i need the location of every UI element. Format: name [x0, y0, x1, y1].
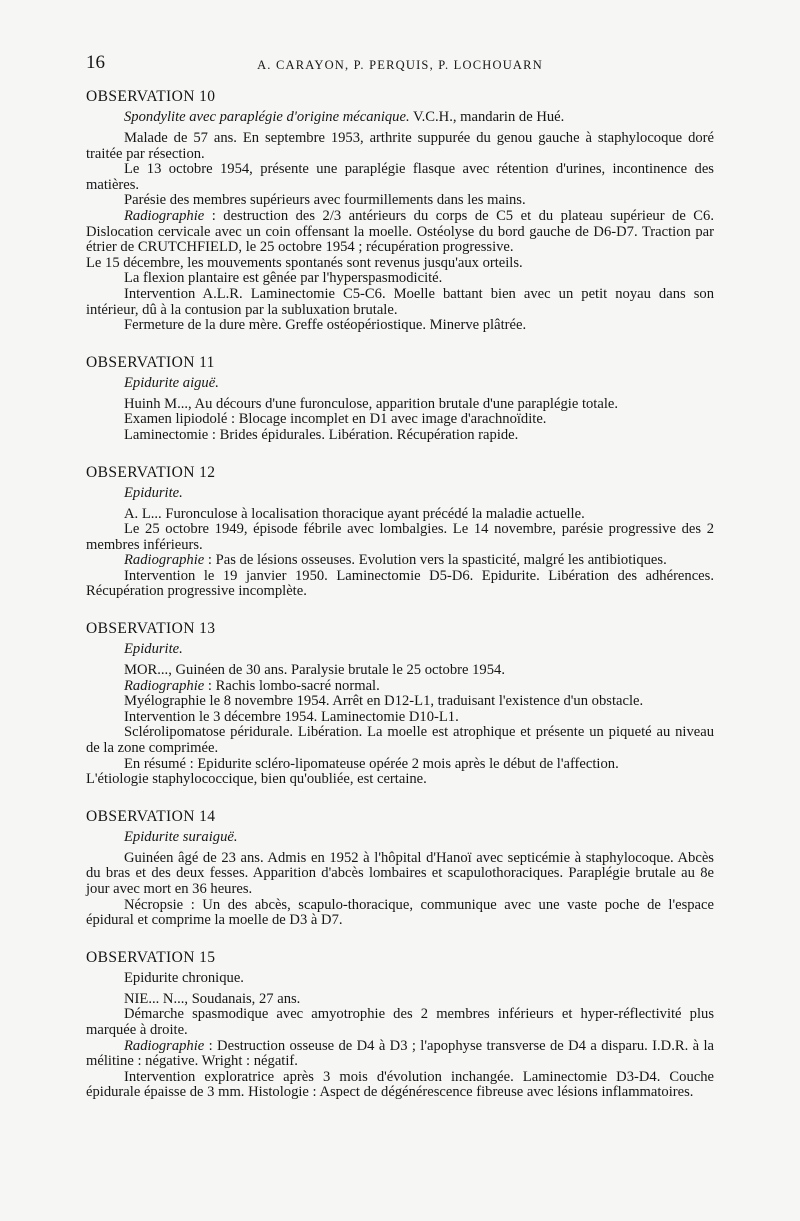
paragraph: NIE... N..., Soudanais, 27 ans.: [124, 990, 301, 1007]
paragraph: Fermeture de la dure mère. Greffe ostéopériostique. Minerve plâtrée.: [124, 317, 527, 334]
observation-heading: OBSERVATION 13: [86, 620, 216, 638]
paragraph: Le 25 octobre 1949, épisode fébrile avec lombalgies. Le 14 novembre, parésie progressive des 2 membres inférieurs.: [86, 521, 714, 553]
page-header: [86, 52, 714, 78]
paragraph: Le 13 octobre 1954, présente une paraplégie flasque avec rétention d'urines, incontinence des matières.: [86, 161, 714, 193]
paragraph: En résumé : Epidurite scléro-lipomateuse opérée 2 mois après le début de l'affection.: [124, 755, 619, 772]
observation-15: [86, 949, 714, 1101]
observation-title-rest: V.C.H., mandarin de Hué.: [409, 109, 565, 125]
observation-13: [86, 620, 714, 788]
paragraph: Myélographie le 8 novembre 1954. Arrêt en D12-L1, traduisant l'existence d'un obstacle.: [124, 693, 644, 710]
paragraph: Le 15 décembre, les mouvements spontanés sont revenus jusqu'aux orteils.: [86, 254, 523, 271]
paragraph: Huinh M..., Au décours d'une furonculose, apparition brutale d'une paraplégie totale.: [124, 395, 619, 412]
paragraph: Malade de 57 ans. En septembre 1953, arthrite suppurée du genou gauche à staphylocoque doré traitée par résection.: [86, 130, 714, 162]
observation-11: [86, 354, 714, 444]
observation-title: Epidurite aiguë.: [124, 374, 219, 391]
paragraph: Parésie des membres supérieurs avec fourmillements dans les mains.: [124, 192, 526, 209]
paragraph: Radiographie : Rachis lombo-sacré normal.: [124, 677, 380, 694]
observation-title-italic: Spondylite avec paraplégie d'origine mécanique.: [124, 109, 410, 125]
paragraph: La flexion plantaire est gênée par l'hyperspasmodicité.: [124, 270, 443, 287]
paragraph: Examen lipiodolé : Blocage incomplet en D1 avec image d'arachnoïdite.: [124, 411, 547, 428]
running-head: A. CARAYON, P. PERQUIS, P. LOCHOUARN: [257, 58, 543, 72]
observation-12: [86, 464, 714, 601]
paragraph: Sclérolipomatose péridurale. Libération. La moelle est atrophique et présente un piqueté au niveau de la zone comprimée.: [86, 724, 714, 757]
observation-title: Epidurite chronique.: [124, 969, 244, 986]
page-number: 16: [86, 52, 105, 73]
observation-title: Epidurite.: [124, 484, 183, 501]
paragraph: MOR..., Guinéen de 30 ans. Paralysie brutale le 25 octobre 1954.: [124, 662, 505, 679]
observation-10: [86, 88, 714, 334]
observation-heading: OBSERVATION 10: [86, 88, 216, 105]
paragraph: Radiographie : Pas de lésions osseuses. Evolution vers la spasticité, malgré les antibiotiques.: [124, 552, 667, 569]
paragraph: Radiographie : destruction des 2/3 antérieurs du corps de C5 et du plateau supérieur de C6. Dislocation cervicale avec un coin offensant la moelle. Ostéolyse du bord gauche de D6-D7. Traction par étrier de CRUTCHFIELD, le 25 octobre 1954 ; récupération progressive.: [86, 207, 714, 256]
paragraph: Radiographie : Destruction osseuse de D4 à D3 ; l'apophyse transverse de D4 a disparu. I.D.R. à la mélitine : négative. Wright : négatif.: [86, 1037, 714, 1070]
observation-heading: OBSERVATION 12: [86, 463, 216, 481]
observation-title: [86, 109, 714, 126]
paragraph: Démarche spasmodique avec amyotrophie des 2 membres inférieurs et hyper-réflectivité plus marquée à droite.: [86, 1006, 714, 1038]
paragraph: Intervention A.L.R. Laminectomie C5-C6. Moelle battant bien avec un petit noyau dans son intérieur, dû à la contusion par la subluxation brutale.: [86, 285, 714, 318]
observation-title: Epidurite.: [124, 641, 183, 658]
observation-14: [86, 808, 714, 929]
observation-title: Epidurite suraiguë.: [124, 828, 238, 845]
paragraph: Guinéen âgé de 23 ans. Admis en 1952 à l'hôpital d'Hanoï avec septicémie à staphylocoque. Abcès du bras et des deux fesses. Apparition d'abcès lombaires et scapulothoraciques. Paraplégie brutale au 8e jour avec mort en 36 heures.: [86, 849, 714, 897]
observation-heading: OBSERVATION 11: [86, 353, 215, 371]
observation-heading: OBSERVATION 15: [86, 948, 216, 966]
paragraph: Nécropsie : Un des abcès, scapulo-thoracique, communique avec une vaste poche de l'espace épidural et comprime la moelle de D3 à D7.: [86, 896, 714, 929]
paragraph: Laminectomie : Brides épidurales. Libération. Récupération rapide.: [124, 426, 519, 443]
paragraph: Intervention exploratrice après 3 mois d'évolution inchangée. Laminectomie D3-D4. Couche épidurale épaisse de 3 mm. Histologie : Aspect de dégénérescence fibreuse avec lésions inflammatoires.: [86, 1068, 714, 1101]
paragraph: L'étiologie staphylococcique, bien qu'oubliée, est certaine.: [86, 771, 427, 788]
paragraph: Intervention le 19 janvier 1950. Laminectomie D5-D6. Epidurite. Libération des adhérences. Récupération progressive incomplète.: [86, 567, 714, 600]
paragraph: Intervention le 3 décembre 1954. Laminectomie D10-L1.: [124, 708, 459, 725]
document-body: [86, 88, 714, 1121]
observation-heading: OBSERVATION 14: [86, 807, 216, 825]
paragraph: A. L... Furonculose à localisation thoracique ayant précédé la maladie actuelle.: [124, 505, 585, 522]
